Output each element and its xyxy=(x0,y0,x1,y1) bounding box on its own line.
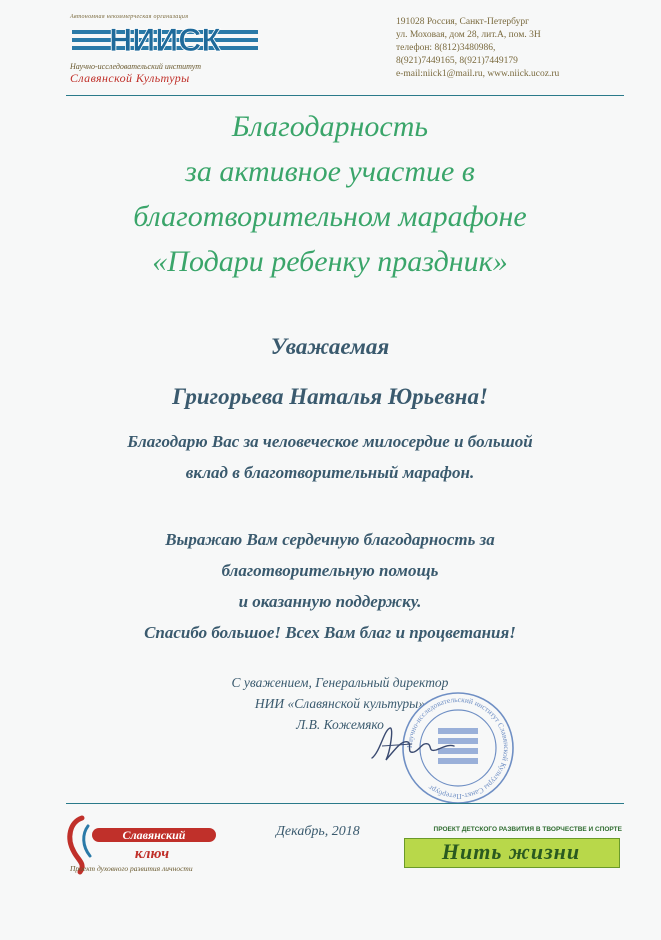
certificate-title xyxy=(20,104,640,284)
svg-text:Научно-исследовательский инсти: Научно-исследовательский институт Славянской Культуры Санкт-Петербург xyxy=(404,694,512,802)
title-line: благотворительном марафоне xyxy=(133,200,527,233)
signature-line: Л.В. Кожемяко xyxy=(296,717,384,732)
greeting: Уважаемая xyxy=(270,334,390,359)
nit-zhizni-name: Нить жизни xyxy=(441,839,581,864)
nit-zhizni-logo xyxy=(400,826,622,872)
signature-line: НИИ «Славянской культуры» xyxy=(254,696,426,711)
paragraph-1 xyxy=(20,426,640,488)
recipient-name: Григорьева Наталья Юрьевна! xyxy=(172,384,488,409)
address-line: телефон: 8(812)3480986, xyxy=(396,43,496,53)
paragraph-line: Выражаю Вам сердечную благодарность за xyxy=(165,530,495,549)
address-line: 191028 Россия, Санкт-Петербург xyxy=(396,17,530,27)
paragraph-2 xyxy=(20,524,640,648)
document-date: Декабрь, 2018 xyxy=(276,824,360,839)
address-line: e-mail:niick1@mail.ru, www.niick.ucoz.ru xyxy=(396,69,560,79)
org-top-line: Автономная некоммерческая организация xyxy=(70,14,189,20)
svg-text:Славянский: Славянский xyxy=(122,828,186,842)
title-line: Благодарность xyxy=(231,110,429,143)
signature-line: С уважением, Генеральный директор xyxy=(231,675,449,690)
org-line-1: Научно-исследовательский институт xyxy=(70,62,202,71)
address-line: 8(921)7449165, 8(921)7449179 xyxy=(396,56,518,66)
paragraph-line: вклад в благотворительный марафон. xyxy=(185,463,475,482)
header-divider xyxy=(66,95,624,96)
paragraph-line: Благодарю Вас за человеческое милосердие и большой xyxy=(127,432,533,451)
org-line-2: Славянской Культуры xyxy=(70,71,190,85)
title-line: «Подари ребенку праздник» xyxy=(152,245,508,278)
title-line: за активное участие в xyxy=(185,155,475,188)
address-block xyxy=(396,16,636,81)
footer-divider xyxy=(66,803,624,804)
paragraph-line: и оказанную поддержку. xyxy=(238,592,422,611)
address-line: ул. Моховая, дом 28, лит.А, пом. 3Н xyxy=(396,30,541,40)
handwritten-signature xyxy=(368,722,458,766)
paragraph-line: Спасибо большое! Всех Вам благ и процветания! xyxy=(144,623,516,642)
nit-zhizni-tagline: ПРОЕКТ ДЕТСКОГО РАЗВИТИЯ В ТВОРЧЕСТВЕ И СПОРТЕ xyxy=(433,826,622,833)
niisk-logo xyxy=(70,14,270,86)
slavyansky-klyuch-caption: Проект духовного развития личности xyxy=(70,864,193,873)
paragraph-line: благотворительную помощь xyxy=(221,561,439,580)
niisk-wordmark-logo xyxy=(70,22,260,56)
svg-text:ключ: ключ xyxy=(134,846,170,862)
svg-text:НИИСК: НИИСК xyxy=(109,22,221,56)
